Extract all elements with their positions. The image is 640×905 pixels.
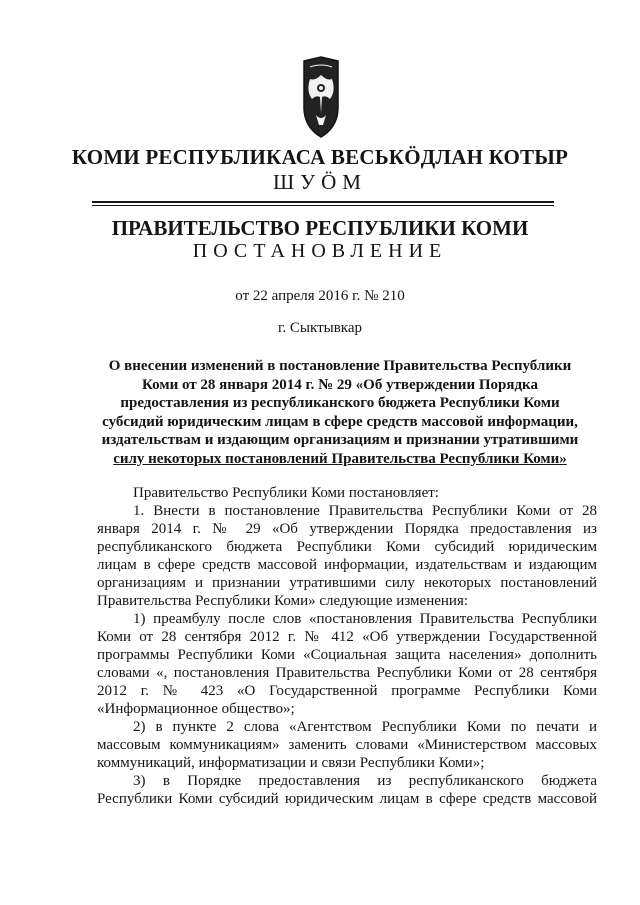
heading-line: предоставления из республиканского бюджета Республики Коми xyxy=(120,395,560,411)
body-line: 1. Внести в постановление Правительства Республики Коми от 28 xyxy=(133,503,597,519)
government-title: ПРАВИТЕЛЬСТВО РЕСПУБЛИКИ КОМИ xyxy=(111,216,529,240)
komi-government-title: КОМИ РЕСПУБЛИКАСА ВЕСЬКӦДЛАН КОТЫР xyxy=(71,145,569,169)
document-city: г. Сыктывкар xyxy=(277,320,363,336)
body-line: 1) преамбулу после слов «постановления Правительства Республики xyxy=(133,611,597,627)
body-line: 3) в Порядке предоставления из республиканского бюджета xyxy=(133,773,597,789)
header-divider xyxy=(92,201,554,203)
body-line: Коми от 28 сентября 2012 г. № 412 «Об утверждении Государственной xyxy=(97,629,597,645)
body-line: 2) в пункте 2 слова «Агентством Республики Коми по печати и xyxy=(133,719,597,735)
body-line: «Информационное общество»; xyxy=(97,701,295,717)
body-line: января 2014 г. № 29 «Об утверждении Порядка предоставления из xyxy=(97,521,597,537)
document-type: ПОСТАНОВЛЕНИЕ xyxy=(192,240,448,262)
body-line: Правительства Республики Коми» следующие изменения: xyxy=(97,593,469,609)
komi-decision-label: ШУӦМ xyxy=(273,170,367,194)
heading-line: О внесении изменений в постановление Правительства Республики xyxy=(108,358,572,374)
heading-line: силу некоторых постановлений Правительства Республики Коми» xyxy=(113,450,567,467)
header-divider-thin xyxy=(92,205,554,206)
body-line: организациям и признании утратившими силу некоторых постановлений xyxy=(97,575,597,591)
body-line: программы Республики Коми «Социальная защита населения» дополнить xyxy=(97,647,597,663)
body-line: 2012 г. № 423 «О Государственной программе Республики Коми xyxy=(97,683,597,699)
body-line: республиканского бюджета Республики Коми субсидий юридическим xyxy=(97,539,597,555)
body-line: коммуникаций, информатизации и связи Республики Коми»; xyxy=(97,755,485,771)
komi-coat-of-arms-icon xyxy=(296,55,346,139)
body-line: лицам в сфере средств массовой информации, издательствам и издающим xyxy=(97,557,597,573)
body-line: Республики Коми субсидий юридическим лицам в сфере средств массовой xyxy=(97,791,597,807)
document-heading xyxy=(90,357,590,468)
document-body xyxy=(97,484,597,808)
heading-line: субсидий юридическим лицам в сфере средств массовой информации, xyxy=(102,413,578,430)
heading-line: издательствам и издающим организациям и признании утратившими xyxy=(101,432,579,448)
body-line: словами «, постановления Правительства Республики Коми от 28 сентября xyxy=(97,665,597,681)
heading-line: Коми от 28 января 2014 г. № 29 «Об утверждении Порядка xyxy=(142,376,538,393)
body-line: Правительство Республики Коми постановляет: xyxy=(133,485,439,501)
document-date-number: от 22 апреля 2016 г. № 210 xyxy=(235,288,405,304)
body-line: массовым коммуникациям» заменить словами «Министерством массовых xyxy=(97,737,597,753)
